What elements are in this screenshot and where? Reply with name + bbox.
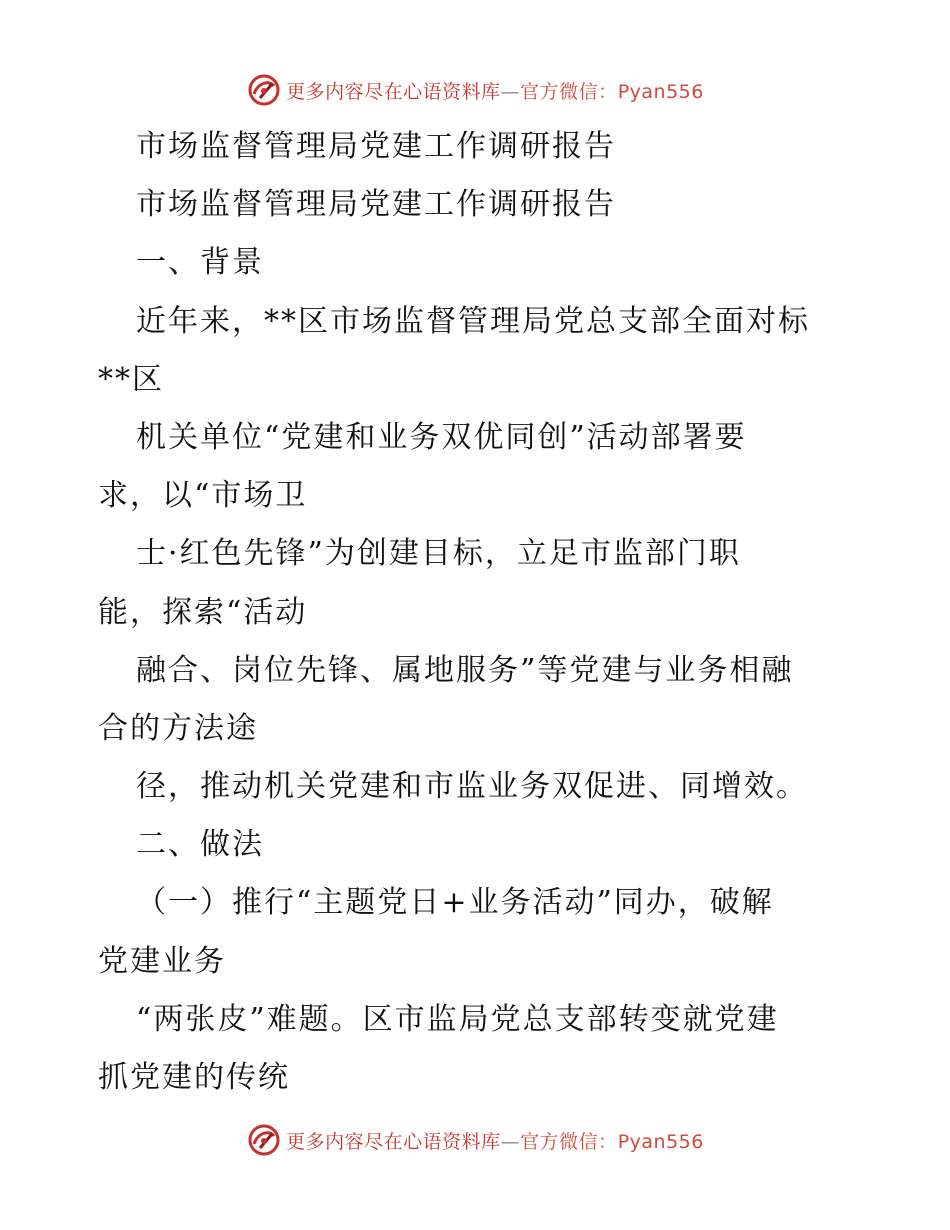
doc-line: **区 [98,361,164,397]
header-watermark [0,70,950,110]
document-body [98,118,858,1107]
doc-line: “两张皮”难题。区市监局党总支部转变就党建 [136,1001,779,1037]
footer-watermark [0,1120,950,1160]
watermark-text: 更多内容尽在心语资料库—官方微信：Pyan556 [286,80,704,103]
red-swirl-logo-icon [246,1122,282,1158]
doc-line: 抓党建的传统 [98,1060,290,1095]
doc-line: 能，探索“活动 [98,594,308,630]
doc-line: 机关单位“党建和业务双优同创”活动部署要 [136,419,747,455]
doc-line: 士·红色先锋”为创建目标，立足市监部门职 [136,536,741,572]
doc-line: 融合、岗位先锋、属地服务”等党建与业务相融 [136,652,794,688]
doc-line-heading-methods: 二、做法 [136,827,264,863]
doc-line-title-repeat: 市场监督管理局党建工作调研报告 [136,187,616,223]
doc-line-title: 市场监督管理局党建工作调研报告 [136,129,616,164]
doc-line: （一）推行“主题党日+业务活动”同办，破解 [136,885,774,921]
doc-line: 党建业务 [98,943,226,979]
watermark-text: 更多内容尽在心语资料库—官方微信：Pyan556 [286,1130,704,1153]
doc-line: 近年来，**区市场监督管理局党总支部全面对标 [136,303,810,339]
doc-line: 合的方法途 [98,710,258,746]
doc-line: 径，推动机关党建和市监业务双促进、同增效。 [136,769,808,805]
doc-line: 求，以“市场卫 [98,478,308,514]
red-swirl-logo-icon [246,72,282,108]
doc-line-heading-background: 一、背景 [136,245,264,281]
